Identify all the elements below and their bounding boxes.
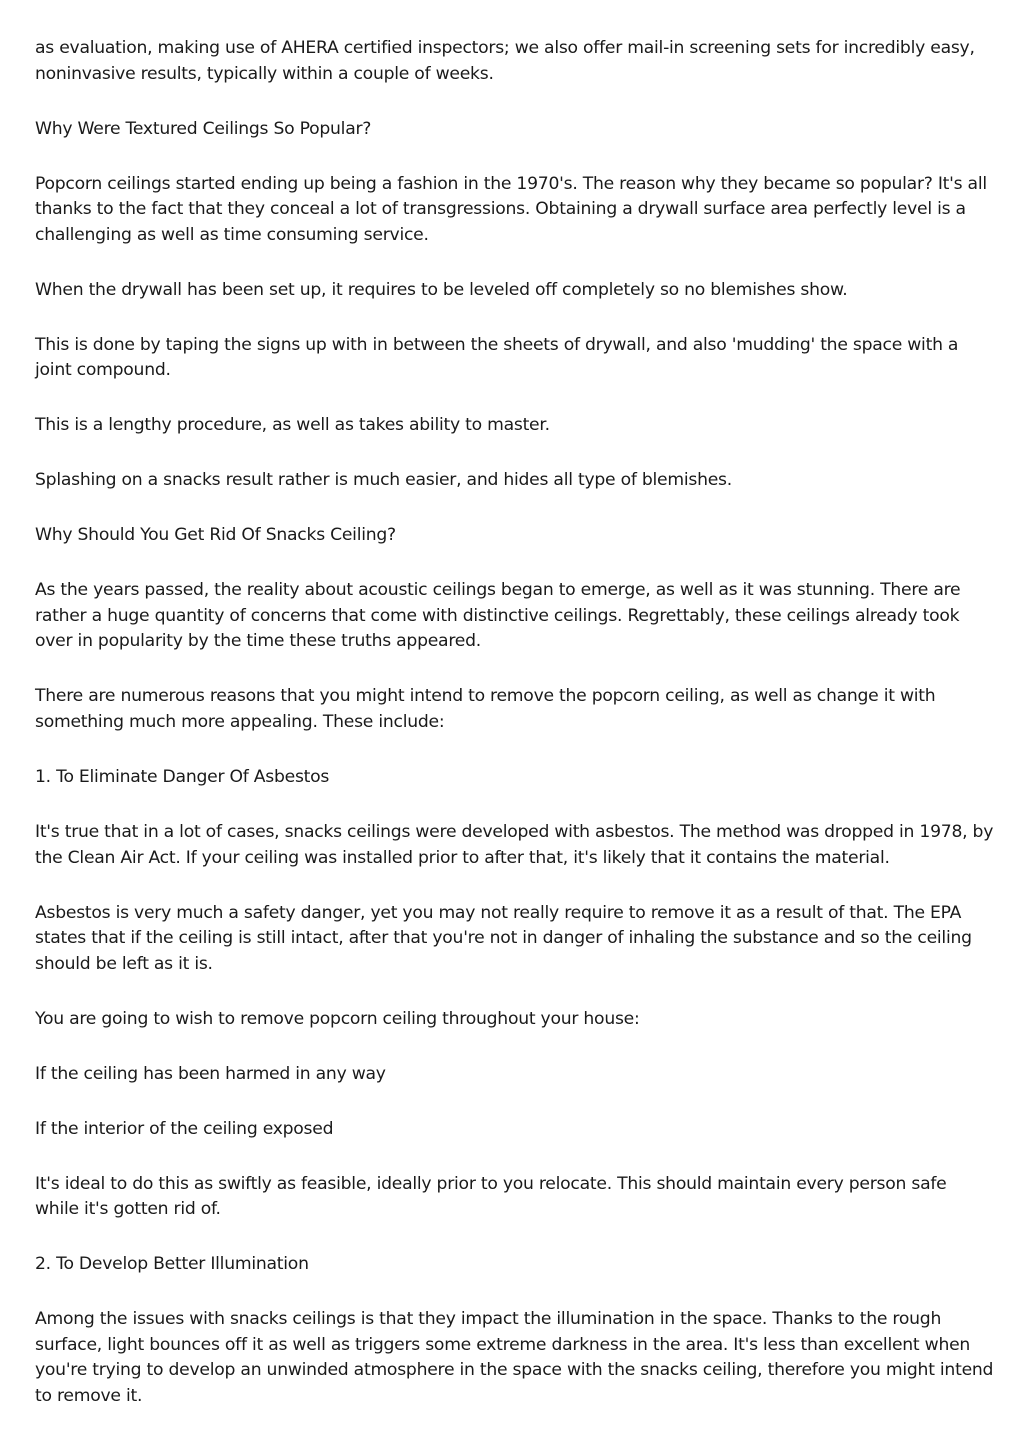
heading-why-get-rid: Why Should You Get Rid Of Snacks Ceiling?	[35, 525, 396, 546]
list-item-harmed: If the ceiling has been harmed in any way	[35, 1063, 386, 1084]
paragraph-intro-continuation: as evaluation, making use of AHERA certified inspectors; we also offer mail-in screening sets for incredibly easy, noninvasive results, typically within a couple of weeks.	[35, 38, 975, 84]
paragraph-drywall-setup: When the drywall has been set up, it requires to be leveled off completely so no blemishes show.	[35, 279, 848, 300]
list-item-interior-exposed: If the interior of the ceiling exposed	[35, 1118, 334, 1139]
document-body	[35, 36, 995, 1439]
heading-textured-ceilings-popular: Why Were Textured Ceilings So Popular?	[35, 118, 372, 139]
paragraph-taping-mudding: This is done by taping the signs up with in between the sheets of drywall, and also 'mudding' the space with a joint compound.	[35, 334, 959, 381]
paragraph-popcorn-history: Popcorn ceilings started ending up being a fashion in the 1970's. The reason why they became so popular? It's all thanks to the fact that they conceal a lot of transgressions. Obtaining a drywall surface area perfectly level is a challenging as well as time consuming service.	[35, 173, 987, 245]
paragraph-illumination-issues: Among the issues with snacks ceilings is that they impact the illumination in the space. Thanks to the rough surface, light bounces off it as well as triggers some extreme darkness in the area. It's less than excellent when you're trying to develop an unwinded atmosphere in the space with the snacks ceiling, therefore you might intend to remove it.	[35, 1309, 994, 1407]
paragraph-splashing: Splashing on a snacks result rather is much easier, and hides all type of blemishes.	[35, 470, 732, 491]
paragraph-swiftly: It's ideal to do this as swiftly as feasible, ideally prior to you relocate. This should maintain every person safe while it's gotten rid of.	[35, 1173, 947, 1220]
paragraph-reality-acoustic: As the years passed, the reality about acoustic ceilings began to emerge, as well as it was stunning. There are rather a huge quantity of concerns that come with distinctive ceilings. Regrettably, these ceilings already took over in popularity by the time these truths appeared.	[35, 580, 961, 652]
paragraph-asbestos-history: It's true that in a lot of cases, snacks ceilings were developed with asbestos. The method was dropped in 1978, by the Clean Air Act. If your ceiling was installed prior to after that, it's likely that it contains the material.	[35, 821, 994, 868]
paragraph-asbestos-danger: Asbestos is very much a safety danger, yet you may not really require to remove it as a result of that. The EPA states that if the ceiling is still intact, after that you're not in danger of inhaling the substance and so the ceiling should be left as it is.	[35, 902, 972, 974]
paragraph-reasons-intro: There are numerous reasons that you might intend to remove the popcorn ceiling, as well as change it with something much more appealing. These include:	[35, 686, 936, 733]
paragraph-lengthy-procedure: This is a lengthy procedure, as well as takes ability to master.	[35, 415, 550, 436]
heading-eliminate-asbestos: 1. To Eliminate Danger Of Asbestos	[35, 767, 330, 787]
paragraph-remove-when: You are going to wish to remove popcorn ceiling throughout your house:	[35, 1008, 640, 1029]
heading-better-illumination: 2. To Develop Better Illumination	[35, 1254, 309, 1275]
